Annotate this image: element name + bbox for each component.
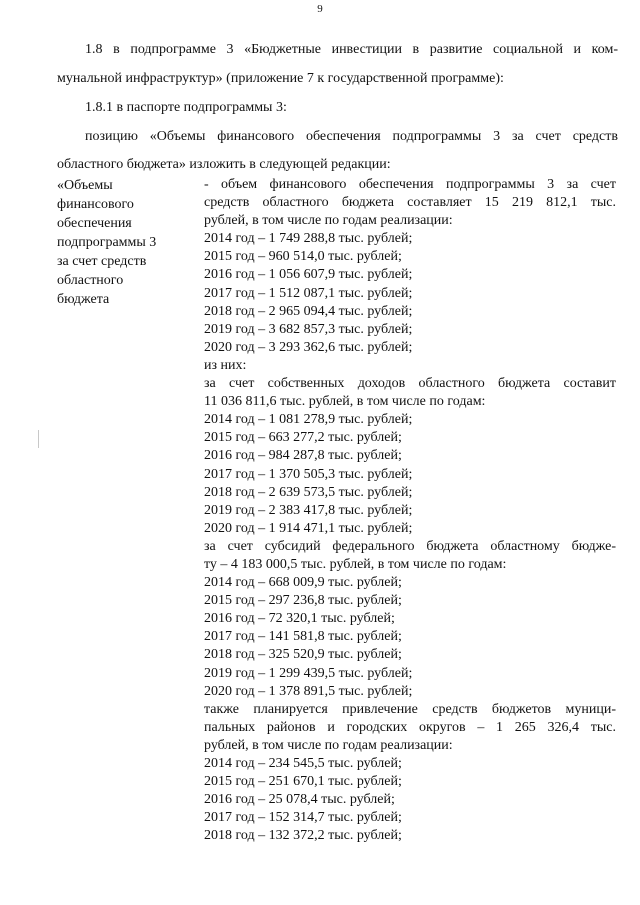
right-column-line: 2020 год – 1 914 471,1 тыс. рублей; [204,520,413,536]
margin-mark [38,430,39,448]
right-column-line: рублей, в том числе по годам реализации: [204,737,453,753]
right-column-line: 2015 год – 297 236,8 тыс. рублей; [204,593,402,609]
right-column-line: также планируется привлечение средств бюджетов муници- [204,701,616,717]
right-column-line: 2017 год – 1 512 087,1 тыс. рублей; [204,285,413,301]
left-column-line: финансового [57,197,134,212]
right-column-line: за счет собственных доходов областного бюджета составит [204,376,616,392]
right-column-line: 2019 год – 2 383 417,8 тыс. рублей; [204,502,413,518]
left-column-line: обеспечения [57,216,132,231]
right-column-line: средств областного бюджета составляет 15 219 812,1 тыс. [204,195,616,211]
right-column-line: 2017 год – 141 581,8 тыс. рублей; [204,629,402,645]
right-column-line: 2017 год – 152 314,7 тыс. рублей; [204,810,402,826]
right-column-line: 2014 год – 234 545,5 тыс. рублей; [204,756,402,771]
right-column-line: 2020 год – 1 378 891,5 тыс. рублей; [204,683,413,699]
table-right-column [204,176,616,845]
right-column-line: 2019 год – 3 682 857,3 тыс. рублей; [204,321,413,337]
right-column-line: 2015 год – 251 670,1 тыс. рублей; [204,774,402,790]
table-left-column [57,176,187,309]
right-column-line: 2016 год – 25 078,4 тыс. рублей; [204,792,395,808]
intro-paragraph-1-line-1: 1.8 в подпрограмме 3 «Бюджетные инвестиции в развитие социальной и ком- [85,42,618,57]
right-column-line: пальных районов и городских округов – 1 265 326,4 тыс. [204,719,616,735]
right-column-line: из них: [204,357,247,373]
right-column-line: 2014 год – 1 749 288,8 тыс. рублей; [204,231,413,247]
right-column-line: 2014 год – 668 009,9 тыс. рублей; [204,575,402,591]
left-column-line: «Объемы [57,178,113,193]
intro-paragraph-3-line-2: областного бюджета» изложить в следующей редакции: [57,157,391,172]
right-column-line: ту – 4 183 000,5 тыс. рублей, в том числе по годам: [204,556,507,572]
right-column-line: 11 036 811,6 тыс. рублей, в том числе по годам: [204,394,486,410]
right-column-line: 2020 год – 3 293 362,6 тыс. рублей; [204,339,413,355]
intro-paragraph-3-line-1: позицию «Объемы финансового обеспечения подпрограммы 3 за счет средств [85,129,618,144]
left-column-line: бюджета [57,292,110,307]
right-column-line: 2018 год – 325 520,9 тыс. рублей; [204,647,402,663]
page-number: 9 [317,3,323,15]
right-column-line: 2019 год – 1 299 439,5 тыс. рублей; [204,665,413,681]
right-column-line: - объем финансового обеспечения подпрограммы 3 за счет [204,177,616,192]
right-column-line: за счет субсидий федерального бюджета областному бюдже- [204,538,616,554]
right-column-line: 2018 год – 2 965 094,4 тыс. рублей; [204,303,413,319]
right-column-line: 2018 год – 132 372,2 тыс. рублей; [204,828,402,844]
right-column-line: 2015 год – 663 277,2 тыс. рублей; [204,430,402,446]
right-column-line: рублей, в том числе по годам реализации: [204,213,453,229]
right-column-line: 2016 год – 984 287,8 тыс. рублей; [204,448,402,464]
intro-paragraph-1-line-2: мунальной инфраструктур» (приложение 7 к государственной программе): [57,71,504,86]
left-column-line: областного [57,273,124,288]
intro-paragraph-2: 1.8.1 в паспорте подпрограммы 3: [85,100,287,115]
right-column-line: 2016 год – 72 320,1 тыс. рублей; [204,611,395,627]
left-column-line: подпрограммы 3 [57,235,157,250]
right-column-line: 2015 год – 960 514,0 тыс. рублей; [204,249,402,265]
left-column-line: за счет средств [57,254,147,269]
right-column-line: 2014 год – 1 081 278,9 тыс. рублей; [204,412,413,428]
right-column-line: 2016 год – 1 056 607,9 тыс. рублей; [204,267,413,283]
right-column-line: 2017 год – 1 370 505,3 тыс. рублей; [204,466,413,482]
right-column-line: 2018 год – 2 639 573,5 тыс. рублей; [204,484,413,500]
